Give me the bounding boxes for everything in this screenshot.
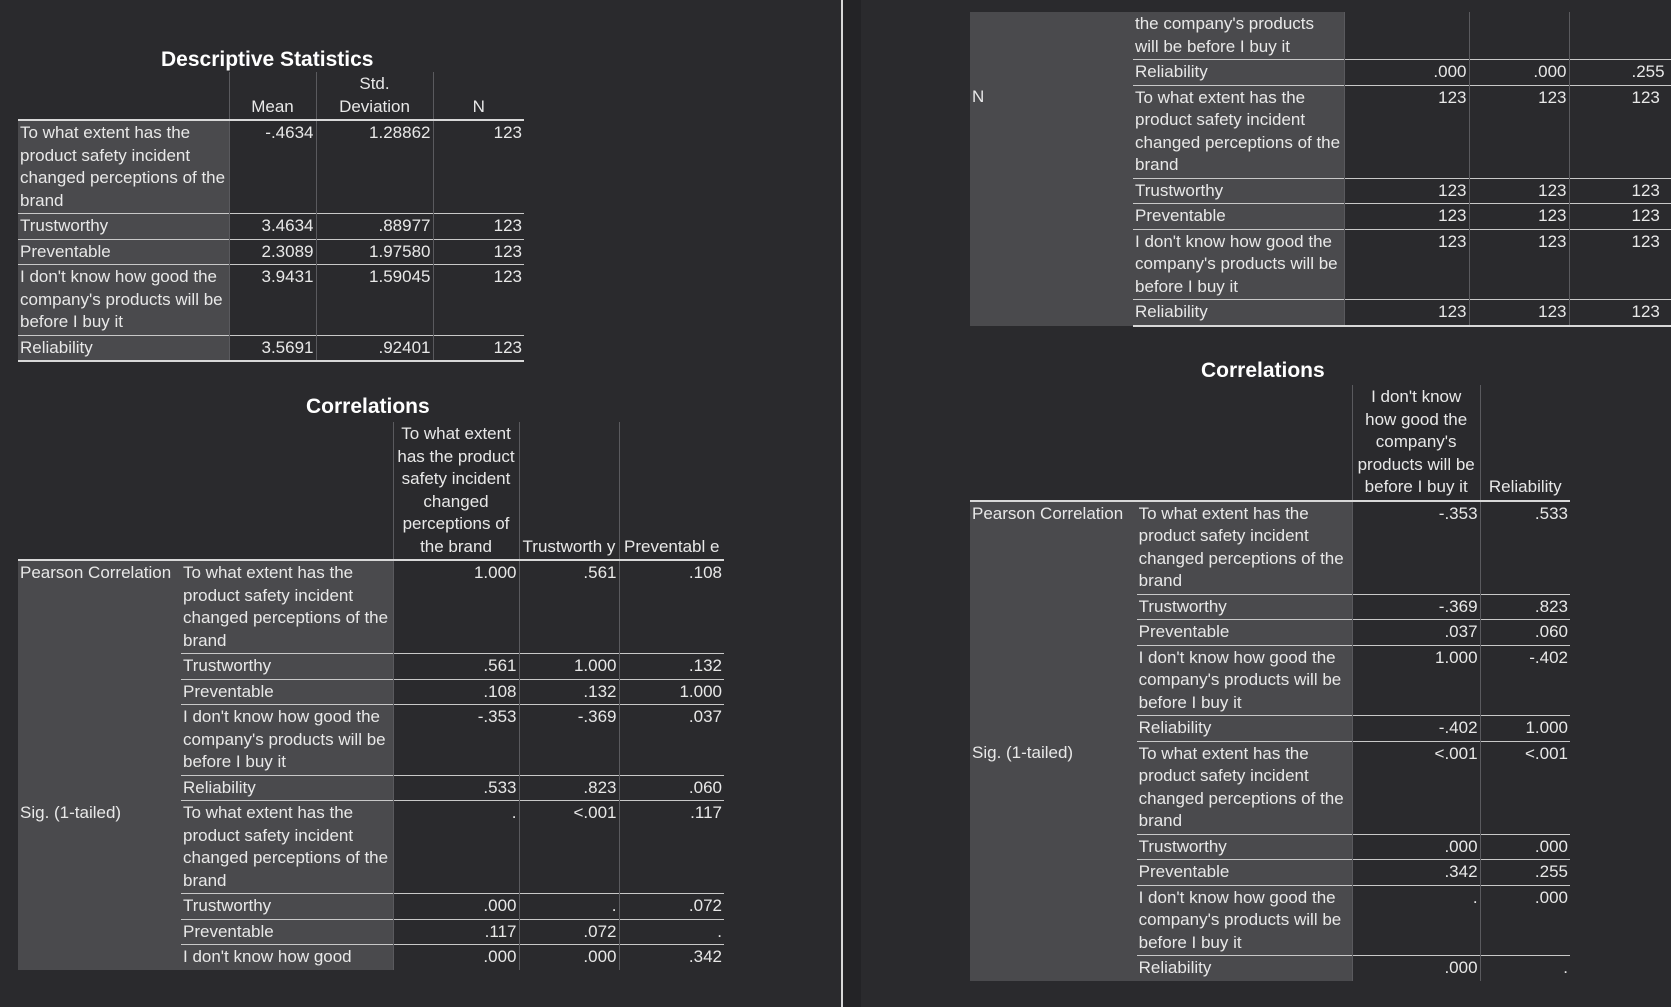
cell-value: 123 [1569,229,1671,300]
cell-value: 123 [1469,229,1569,300]
cell-value: 123 [433,120,524,214]
cell-value: .000 [1344,60,1469,86]
group-label-sig: Sig. (1-tailed) [18,801,181,970]
cell-value: 1.28862 [316,120,433,214]
cell-value: .060 [1480,620,1570,646]
cell-value: .92401 [316,335,433,361]
cell-value [1469,12,1569,60]
row-label: I don't know how good [181,945,393,970]
right-output-pane[interactable] [861,0,1671,1007]
correlations-table-right [970,385,1570,981]
cell-value: .072 [519,919,619,945]
cell-value: . [1480,956,1570,981]
correlations-title: Correlations [306,395,430,418]
cell-value: .108 [393,679,519,705]
cell-value: -.402 [1480,645,1570,716]
table-row [970,12,1671,60]
cell-value: .132 [519,679,619,705]
cell-value: 2.3089 [229,239,316,265]
group-label-sig-continued [970,12,1133,85]
cell-value: 123 [1469,178,1569,204]
column-header-mean: Mean [229,72,316,120]
row-label: I don't know how good the company's products will be before I buy it [1137,885,1353,956]
table-header-row [970,385,1570,501]
row-label: To what extent has the product safety incident changed perceptions of the brand [18,120,229,214]
row-label: To what extent has the product safety incident changed perceptions of the brand [1137,741,1353,834]
row-label: Reliability [1137,716,1353,742]
column-header-std-deviation: Std. Deviation [316,72,433,120]
cell-value: 1.000 [1352,645,1480,716]
cell-value: .000 [519,945,619,970]
cell-value: 1.000 [619,679,724,705]
cell-value: .117 [619,801,724,894]
cell-value: <.001 [1352,741,1480,834]
cell-value [1344,12,1469,60]
descriptive-statistics-table [18,72,524,362]
table-header-row [18,72,524,120]
row-label: I don't know how good the company's products will be before I buy it [1133,229,1344,300]
row-label: To what extent has the product safety incident changed perceptions of the brand [181,801,393,894]
row-label: Trustworthy [1137,834,1353,860]
cell-value: .060 [619,775,724,801]
cell-value: <.001 [519,801,619,894]
cell-value: .88977 [316,214,433,240]
cell-value: -.402 [1352,716,1480,742]
cell-value: 123 [1344,204,1469,230]
table-header-row [18,422,724,560]
cell-value: 1.000 [393,560,519,654]
row-label: Preventable [181,679,393,705]
cell-value: .561 [519,560,619,654]
cell-value: . [1352,885,1480,956]
table-row [18,265,524,336]
table-row [18,120,524,214]
table-row [970,85,1671,178]
cell-value: .533 [1480,501,1570,595]
cell-value: -.369 [1352,594,1480,620]
cell-value: 123 [433,214,524,240]
column-header-dont-know: I don't know how good the company's products will be before I buy it [1352,385,1480,501]
row-label: Reliability [18,335,229,361]
cell-value: .000 [1480,885,1570,956]
table-row [970,501,1570,595]
cell-value: -.353 [1352,501,1480,595]
cell-value: 123 [1469,300,1569,326]
cell-value: .037 [619,705,724,776]
cell-value: 1.59045 [316,265,433,336]
cell-value: 123 [1569,300,1671,326]
cell-value: 123 [1344,85,1469,178]
row-label: Trustworthy [181,654,393,680]
group-label-pearson: Pearson Correlation [18,560,181,801]
descriptive-statistics-title: Descriptive Statistics [161,48,374,71]
table-row [18,335,524,361]
cell-value: 3.4634 [229,214,316,240]
group-label-n: N [970,85,1133,326]
cell-value: .000 [1352,956,1480,981]
row-label: To what extent has the product safety incident changed perceptions of the brand [181,560,393,654]
row-label: Reliability [181,775,393,801]
cell-value: .072 [619,894,724,920]
correlations-title-right: Correlations [1201,359,1325,382]
cell-value: 123 [1344,300,1469,326]
row-label: Preventable [18,239,229,265]
cell-value: .132 [619,654,724,680]
cell-value: 123 [1469,85,1569,178]
cell-value: .342 [619,945,724,970]
cell-value: .255 [1480,860,1570,886]
cell-value: .561 [393,654,519,680]
column-header-n: N [433,72,524,120]
corner-cell [1137,385,1353,501]
correlations-table-continued [970,12,1671,327]
row-label: Reliability [1133,300,1344,326]
corner-cell [970,385,1137,501]
cell-value: -.353 [393,705,519,776]
cell-value [1569,12,1671,60]
table-row [18,214,524,240]
row-label: Reliability [1133,60,1344,86]
cell-value: .000 [1480,834,1570,860]
cell-value: 123 [1344,229,1469,300]
cell-value: .255 [1569,60,1671,86]
corner-cell [181,422,393,560]
corner-cell [18,422,181,560]
row-label: Trustworthy [181,894,393,920]
cell-value: 1.97580 [316,239,433,265]
cell-value: 123 [433,265,524,336]
group-label-sig: Sig. (1-tailed) [970,741,1137,981]
cell-value: 123 [433,335,524,361]
table-row [18,239,524,265]
cell-value: .000 [1469,60,1569,86]
cell-value: .533 [393,775,519,801]
table-row [18,801,724,894]
group-label-pearson: Pearson Correlation [970,501,1137,742]
cell-value: .000 [393,945,519,970]
correlations-table [18,422,724,970]
row-label: Reliability [1137,956,1353,981]
row-label: the company's products will be before I buy it [1133,12,1344,60]
row-label: Trustworthy [1137,594,1353,620]
row-label: Trustworthy [18,214,229,240]
column-header-preventable: Preventabl e [619,422,724,560]
corner-cell [18,72,229,120]
row-label: Preventable [1137,860,1353,886]
cell-value: 3.5691 [229,335,316,361]
row-label: Preventable [1133,204,1344,230]
cell-value: .000 [393,894,519,920]
row-label: I don't know how good the company's products will be before I buy it [1137,645,1353,716]
cell-value: 1.000 [519,654,619,680]
row-label: Trustworthy [1133,178,1344,204]
column-header-perception-change: To what extent has the product safety incident changed perceptions of the brand [393,422,519,560]
cell-value: .037 [1352,620,1480,646]
cell-value: .823 [519,775,619,801]
cell-value: -.369 [519,705,619,776]
row-label: I don't know how good the company's products will be before I buy it [181,705,393,776]
cell-value: 3.9431 [229,265,316,336]
cell-value: .823 [1480,594,1570,620]
cell-value: .108 [619,560,724,654]
cell-value: .342 [1352,860,1480,886]
cell-value: . [519,894,619,920]
cell-value: 123 [1344,178,1469,204]
table-row [18,560,724,654]
cell-value: 123 [433,239,524,265]
cell-value: 123 [1569,178,1671,204]
row-label: Preventable [181,919,393,945]
column-header-reliability: Reliability [1480,385,1570,501]
row-label: I don't know how good the company's products will be before I buy it [18,265,229,336]
row-label: Preventable [1137,620,1353,646]
column-header-trustworthy: Trustworth y [519,422,619,560]
cell-value: . [619,919,724,945]
table-row [970,741,1570,834]
cell-value: . [393,801,519,894]
cell-value: .000 [1352,834,1480,860]
pane-gutter [843,0,861,1007]
cell-value: 123 [1569,204,1671,230]
row-label: To what extent has the product safety incident changed perceptions of the brand [1133,85,1344,178]
cell-value: 1.000 [1480,716,1570,742]
cell-value: 123 [1569,85,1671,178]
cell-value: .117 [393,919,519,945]
cell-value: -.4634 [229,120,316,214]
cell-value: <.001 [1480,741,1570,834]
cell-value: 123 [1469,204,1569,230]
row-label: To what extent has the product safety incident changed perceptions of the brand [1137,501,1353,595]
